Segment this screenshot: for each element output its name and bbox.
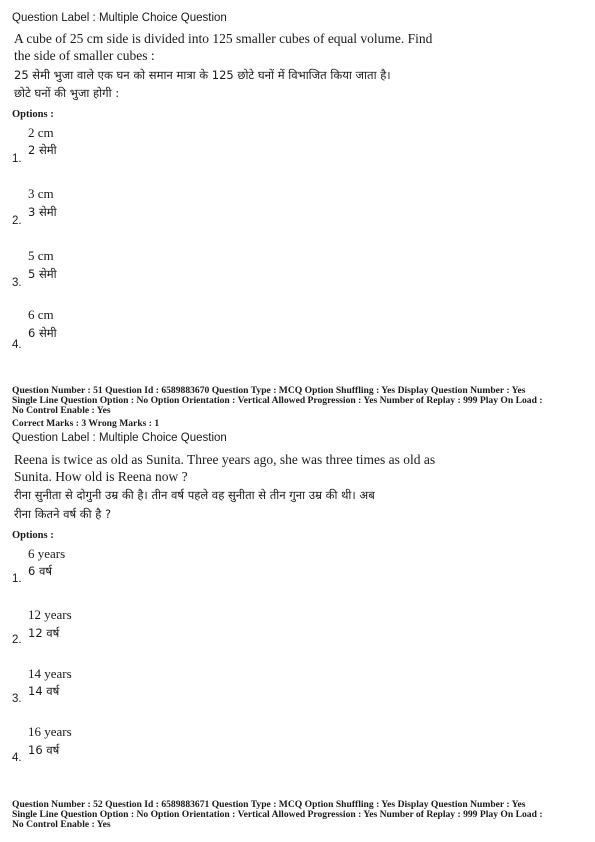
option-text-hi: 16 वर्ष [28, 743, 60, 757]
option-text-hi: 2 सेमी [28, 143, 57, 157]
option-number: 1. [12, 573, 22, 585]
option-number: 2. [12, 215, 22, 227]
option-text-en: 16 years [28, 724, 72, 739]
option-text-en: 12 years [28, 607, 72, 622]
question-meta-line2: Single Line Question Option : No Option Orientation : Vertical Allowed Progression : Yes Number of Replay : 999 Play On Load : [12, 809, 543, 820]
option-number: 4. [12, 339, 22, 351]
option-text-en: 2 cm [28, 125, 54, 140]
option-number: 3. [12, 277, 22, 289]
question-text-hi-line2: छोटे घनों की भुजा होगी : [14, 86, 120, 100]
option-text-en: 5 cm [28, 248, 54, 263]
question-meta-line3: No Control Enable : Yes [12, 405, 111, 416]
question-meta-line2: Single Line Question Option : No Option Orientation : Vertical Allowed Progression : Yes Number of Replay : 999 Play On Load : [12, 395, 543, 406]
question-text-en-line2: Sunita. How old is Reena now ? [14, 469, 188, 484]
question-text-en-line1: Reena is twice as old as Sunita. Three years ago, she was three times as old as [14, 452, 436, 467]
options-title: Options : [12, 530, 54, 541]
question-meta-line1: Question Number : 51 Question Id : 6589883670 Question Type : MCQ Option Shuffling : Yes Display Question Number : Yes [12, 385, 526, 396]
question-label: Question Label : Multiple Choice Question [12, 432, 227, 444]
option-number: 4. [12, 752, 22, 764]
question-marks: Correct Marks : 3 Wrong Marks : 1 [12, 418, 160, 429]
option-text-hi: 6 सेमी [28, 326, 57, 340]
option-text-en: 6 cm [28, 307, 54, 322]
options-title: Options : [12, 109, 54, 120]
question-label: Question Label : Multiple Choice Question [12, 12, 227, 24]
question-text-hi-line2: रीना कितने वर्ष की है ? [14, 507, 112, 521]
option-number: 2. [12, 634, 22, 646]
option-text-en: 14 years [28, 666, 72, 681]
question-text-hi-line1: 25 सेमी भुजा वाले एक घन को समान मात्रा के 125 छोटे घनों में विभाजित किया जाता है। [14, 68, 391, 82]
option-text-en: 6 years [28, 546, 66, 561]
question-text-hi-line1: रीना सुनीता से दोगुनी उम्र की है। तीन वर्ष पहले वह सुनीता से तीन गुना उम्र की थी। अब [14, 488, 375, 502]
option-text-hi: 5 सेमी [28, 267, 57, 281]
option-text-en: 3 cm [28, 186, 54, 201]
question-meta-line3: No Control Enable : Yes [12, 819, 111, 830]
option-text-hi: 3 सेमी [28, 205, 57, 219]
option-text-hi: 12 वर्ष [28, 626, 60, 640]
option-text-hi: 6 वर्ष [28, 564, 53, 578]
option-text-hi: 14 वर्ष [28, 684, 60, 698]
option-number: 1. [12, 153, 22, 165]
question-meta-line1: Question Number : 52 Question Id : 6589883671 Question Type : MCQ Option Shuffling : Yes Display Question Number : Yes [12, 799, 526, 810]
question-text-en-line2: the side of smaller cubes : [14, 48, 155, 63]
question-text-en-line1: A cube of 25 cm side is divided into 125 smaller cubes of equal volume. Find [14, 31, 433, 46]
option-number: 3. [12, 693, 22, 705]
